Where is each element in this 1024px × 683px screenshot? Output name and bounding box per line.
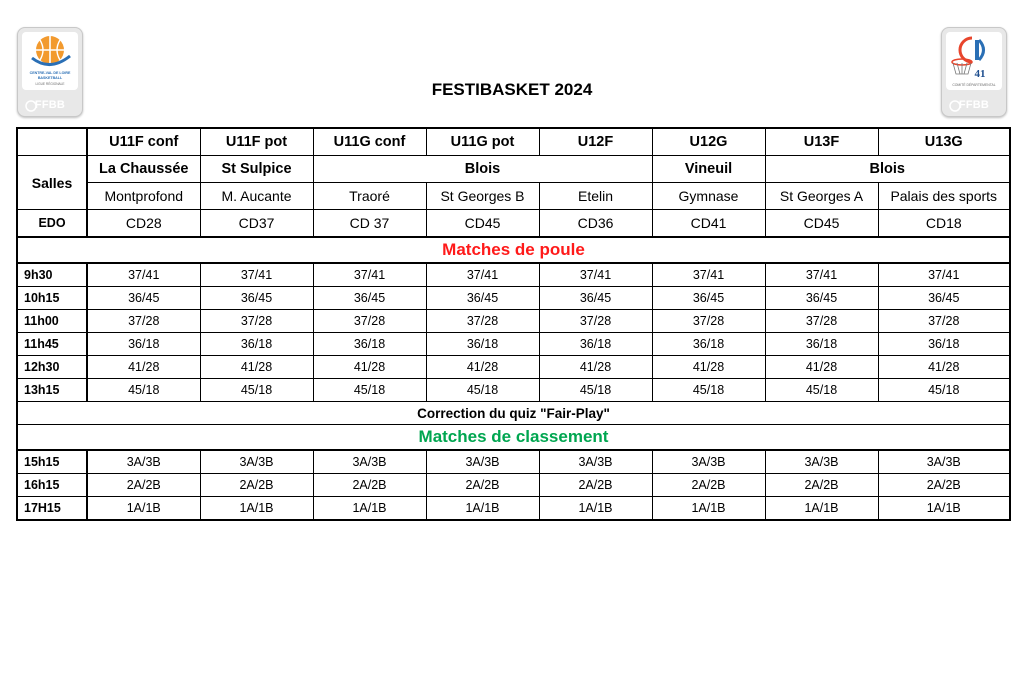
pool-section-title: Matches de poule	[17, 237, 1010, 263]
match-cell: 36/45	[426, 287, 539, 310]
venue-cell: Gymnase	[652, 183, 765, 210]
venue-row	[17, 183, 1010, 210]
match-cell: 3A/3B	[87, 450, 200, 474]
match-cell: 37/28	[313, 310, 426, 333]
match-cell: 1A/1B	[878, 497, 1010, 521]
category-header: U12G	[652, 128, 765, 156]
match-cell: 3A/3B	[765, 450, 878, 474]
table-row	[17, 333, 1010, 356]
match-cell: 3A/3B	[313, 450, 426, 474]
comite-number: 41	[974, 68, 986, 80]
time-cell: 12h30	[17, 356, 87, 379]
logo-line-1: CENTRE-VAL DE LOIRE	[29, 71, 71, 75]
match-cell: 45/18	[765, 379, 878, 402]
quiz-note: Correction du quiz "Fair-Play"	[17, 402, 1010, 425]
time-cell: 13h15	[17, 379, 87, 402]
match-cell: 45/18	[539, 379, 652, 402]
match-cell: 1A/1B	[200, 497, 313, 521]
table-row	[17, 287, 1010, 310]
match-cell: 45/18	[200, 379, 313, 402]
edo-cell: CD 37	[313, 210, 426, 238]
match-cell: 36/45	[878, 287, 1010, 310]
match-cell: 2A/2B	[878, 474, 1010, 497]
match-cell: 2A/2B	[87, 474, 200, 497]
match-cell: 3A/3B	[878, 450, 1010, 474]
time-cell: 10h15	[17, 287, 87, 310]
table-row	[17, 450, 1010, 474]
match-cell: 36/18	[426, 333, 539, 356]
match-cell: 36/18	[652, 333, 765, 356]
venue-cell: St Georges A	[765, 183, 878, 210]
category-header: U11G conf	[313, 128, 426, 156]
match-cell: 36/18	[313, 333, 426, 356]
match-cell: 36/45	[765, 287, 878, 310]
match-cell: 3A/3B	[200, 450, 313, 474]
match-cell: 41/28	[652, 356, 765, 379]
match-cell: 45/18	[87, 379, 200, 402]
match-cell: 36/18	[200, 333, 313, 356]
match-cell: 41/28	[426, 356, 539, 379]
edo-cell: CD45	[426, 210, 539, 238]
match-cell: 2A/2B	[200, 474, 313, 497]
match-cell: 36/18	[878, 333, 1010, 356]
match-cell: 36/45	[87, 287, 200, 310]
time-cell: 9h30	[17, 263, 87, 287]
match-cell: 37/41	[313, 263, 426, 287]
match-cell: 45/18	[313, 379, 426, 402]
category-header: U13F	[765, 128, 878, 156]
match-cell: 2A/2B	[426, 474, 539, 497]
match-cell: 37/28	[426, 310, 539, 333]
match-cell: 36/18	[539, 333, 652, 356]
edo-label: EDO	[17, 210, 87, 238]
match-cell: 3A/3B	[539, 450, 652, 474]
match-cell: 1A/1B	[87, 497, 200, 521]
category-header: U12F	[539, 128, 652, 156]
time-cell: 11h45	[17, 333, 87, 356]
category-row	[17, 128, 1010, 156]
match-cell: 37/41	[652, 263, 765, 287]
match-cell: 41/28	[539, 356, 652, 379]
match-cell: 41/28	[87, 356, 200, 379]
match-cell: 36/18	[765, 333, 878, 356]
category-header: U13G	[878, 128, 1010, 156]
match-cell: 37/28	[652, 310, 765, 333]
edo-cell: CD18	[878, 210, 1010, 238]
match-cell: 45/18	[426, 379, 539, 402]
match-cell: 36/45	[652, 287, 765, 310]
corner-cell	[17, 128, 87, 156]
match-cell: 37/28	[878, 310, 1010, 333]
venue-cell: Etelin	[539, 183, 652, 210]
category-header: U11F conf	[87, 128, 200, 156]
ranking-section-row	[17, 425, 1010, 451]
edo-row	[17, 210, 1010, 238]
match-cell: 36/45	[539, 287, 652, 310]
match-cell: 36/18	[87, 333, 200, 356]
venue-cell: Palais des sports	[878, 183, 1010, 210]
match-cell: 1A/1B	[313, 497, 426, 521]
edo-cell: CD36	[539, 210, 652, 238]
schedule-table	[16, 127, 1011, 521]
match-cell: 41/28	[765, 356, 878, 379]
match-cell: 37/41	[200, 263, 313, 287]
salles-label: Salles	[17, 156, 87, 210]
match-cell: 36/45	[200, 287, 313, 310]
edo-cell: CD41	[652, 210, 765, 238]
pool-rows	[17, 263, 1010, 402]
time-cell: 17H15	[17, 497, 87, 521]
venue-cell: Montprofond	[87, 183, 200, 210]
venue-cell: M. Aucante	[200, 183, 313, 210]
category-header: U11G pot	[426, 128, 539, 156]
edo-cell: CD45	[765, 210, 878, 238]
match-cell: 2A/2B	[652, 474, 765, 497]
match-cell: 1A/1B	[652, 497, 765, 521]
town-cell: La Chaussée	[87, 156, 200, 183]
match-cell: 37/28	[539, 310, 652, 333]
ligue-logo	[17, 27, 83, 117]
comite-logo	[941, 27, 1007, 117]
match-cell: 41/28	[200, 356, 313, 379]
table-row	[17, 356, 1010, 379]
match-cell: 37/28	[765, 310, 878, 333]
match-cell: 37/41	[765, 263, 878, 287]
match-cell: 2A/2B	[313, 474, 426, 497]
match-cell: 1A/1B	[539, 497, 652, 521]
match-cell: 37/41	[426, 263, 539, 287]
match-cell: 2A/2B	[765, 474, 878, 497]
match-cell: 37/41	[878, 263, 1010, 287]
match-cell: 37/28	[87, 310, 200, 333]
match-cell: 3A/3B	[426, 450, 539, 474]
venue-cell: Traoré	[313, 183, 426, 210]
ffbb-text: FFBB	[958, 99, 990, 111]
town-cell: Vineuil	[652, 156, 765, 183]
table-row	[17, 379, 1010, 402]
match-cell: 41/28	[313, 356, 426, 379]
quiz-row	[17, 402, 1010, 425]
table-row	[17, 497, 1010, 521]
edo-cell: CD37	[200, 210, 313, 238]
logo-line-3: LIGUE RÉGIONALE	[35, 82, 65, 86]
ffbb-text: FFBB	[34, 99, 66, 111]
pool-section-row	[17, 237, 1010, 263]
table-row	[17, 474, 1010, 497]
match-cell: 2A/2B	[539, 474, 652, 497]
document-title: FESTIBASKET 2024	[431, 80, 593, 99]
edo-cell: CD28	[87, 210, 200, 238]
town-cell: Blois	[765, 156, 1010, 183]
category-header: U11F pot	[200, 128, 313, 156]
time-cell: 15h15	[17, 450, 87, 474]
comite-caption: COMITÉ DÉPARTEMENTAL	[952, 83, 996, 87]
match-cell: 1A/1B	[426, 497, 539, 521]
match-cell: 36/45	[313, 287, 426, 310]
ranking-section-title: Matches de classement	[17, 425, 1010, 451]
ranking-rows	[17, 450, 1010, 520]
town-row	[17, 156, 1010, 183]
match-cell: 37/28	[200, 310, 313, 333]
match-cell: 37/41	[539, 263, 652, 287]
match-cell: 45/18	[652, 379, 765, 402]
match-cell: 41/28	[878, 356, 1010, 379]
town-cell: Blois	[313, 156, 652, 183]
match-cell: 45/18	[878, 379, 1010, 402]
town-cell: St Sulpice	[200, 156, 313, 183]
venue-cell: St Georges B	[426, 183, 539, 210]
match-cell: 37/41	[87, 263, 200, 287]
time-cell: 11h00	[17, 310, 87, 333]
table-row	[17, 263, 1010, 287]
table-row	[17, 310, 1010, 333]
time-cell: 16h15	[17, 474, 87, 497]
logo-line-2: BASKETBALL	[37, 76, 63, 80]
match-cell: 1A/1B	[765, 497, 878, 521]
match-cell: 3A/3B	[652, 450, 765, 474]
